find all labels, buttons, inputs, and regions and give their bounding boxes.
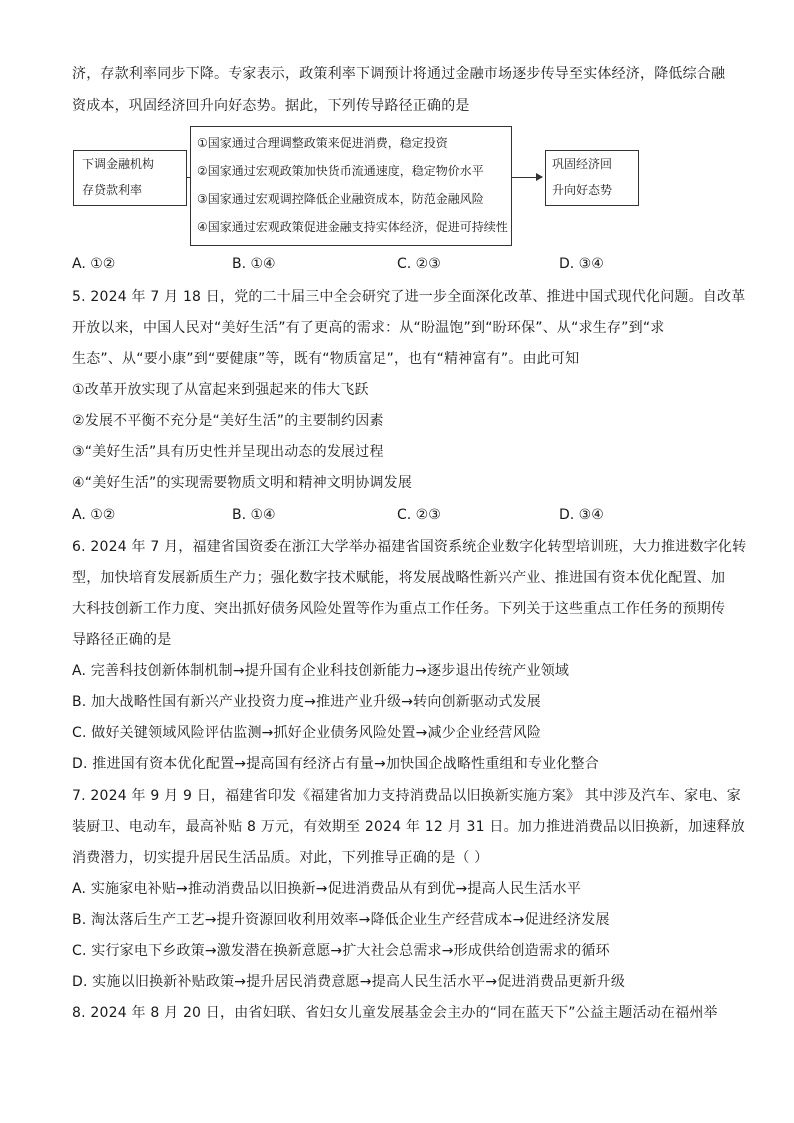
diagram-right-box [545, 150, 639, 206]
question-7-line: 消费潜力，切实提升居民生活品质。对此，下列推导正确的是（ ） [72, 850, 489, 866]
option-b: B. 淘汰落后生产工艺→提升资源回收利用效率→降低企业生产经营成本→促进经济发展 [72, 912, 610, 928]
option-c: C. 实行家电下乡政策→激发潜在换新意愿→扩大社会总需求→形成供给创造需求的循环 [72, 943, 610, 959]
option-b: B. ①④ [232, 507, 276, 523]
statement: ③“美好生活”具有历史性并呈现出动态的发展过程 [72, 444, 384, 460]
question-6-line: 型，加快培育发展新质生产力；强化数字技术赋能，将发展战略性新兴产业、推进国有资本优化配置、加 [72, 570, 726, 586]
question-5-line: 开放以来，中国人民对“美好生活”有了更高的需求：从“盼温饱”到“盼环保”、从“求生存”到“求 [72, 320, 665, 336]
diagram-middle-line: ②国家通过宏观政策加快货币流通速度，稳定物价水平 [197, 164, 484, 178]
diagram-left-line: 下调金融机构 [82, 157, 155, 171]
option-d: D. 推进国有资本优化配置→提高国有经济占有量→加快国企战略性重组和专业化整合 [72, 756, 599, 772]
paragraph-line: 资成本，巩固经济回升向好态势。据此，下列传导路径正确的是 [72, 98, 470, 114]
statement: ②发展不平衡不充分是“美好生活”的主要制约因素 [72, 413, 384, 429]
option-d: D. 实施以旧换新补贴政策→提升居民消费意愿→提高人民生活水平→促进消费品更新升级 [72, 974, 626, 990]
question-6-line: 6. 2024 年 7 月，福建省国资委在浙江大学举办福建省国资系统企业数字化转型培训班，大力推进数字化转 [72, 539, 747, 555]
option-c: C. 做好关键领域风险评估监测→抓好企业债务风险处置→减少企业经营风险 [72, 725, 542, 741]
option-a: A. 完善科技创新体制机制→提升国有企业科技创新能力→逐步退出传统产业领域 [72, 663, 570, 679]
option-d: D. ③④ [559, 507, 604, 523]
option-d: D. ③④ [559, 256, 604, 272]
question-7-line: 7. 2024 年 9 月 9 日，福建省印发《福建省加力支持消费品以旧换新实施方案》 其中涉及汽车、家电、家 [72, 788, 741, 804]
paragraph-line: 济，存款利率同步下降。专家表示，政策利率下调预计将通过金融市场逐步传导至实体经济，降低综合融 [72, 66, 726, 82]
option-c: C. ②③ [397, 507, 441, 523]
option-a: A. ①② [72, 507, 116, 523]
arrow-right-icon [512, 177, 542, 178]
diagram-middle-box [190, 126, 512, 246]
diagram-left-box [73, 150, 187, 206]
option-c: C. ②③ [397, 256, 441, 272]
diagram-left-line: 存贷款利率 [82, 183, 143, 197]
question-6-line: 导路径正确的是 [72, 632, 172, 648]
question-6-line: 大科技创新工作力度、突出抓好债务风险处置等作为重点工作任务。下列关于这些重点工作任务的预期传 [72, 601, 726, 617]
diagram-middle-line: ①国家通过合理调整政策来促进消费，稳定投资 [197, 136, 448, 150]
diagram-right-line: 巩固经济回 [552, 157, 613, 171]
diagram-middle-line: ③国家通过宏观调控降低企业融资成本，防范金融风险 [197, 192, 484, 206]
statement: ④“美好生活”的实现需要物质文明和精神文明协调发展 [72, 475, 413, 491]
question-5-line: 生态”、从“要小康”到“要健康”等，既有“物质富足”，也有“精神富有”。由此可知 [72, 351, 580, 367]
statement: ①改革开放实现了从富起来到强起来的伟大飞跃 [72, 382, 369, 398]
option-a: A. 实施家电补贴→推动消费品以旧换新→促进消费品从有到优→提高人民生活水平 [72, 881, 582, 897]
diagram-middle-line: ④国家通过宏观政策促进金融支持实体经济，促进可持续性 [197, 220, 508, 234]
diagram-right-line: 升向好态势 [552, 183, 613, 197]
question-8-line: 8. 2024 年 8 月 20 日，由省妇联、省妇女儿童发展基金会主办的“同在蓝天下”公益主题活动在福州举 [72, 1005, 718, 1021]
question-7-line: 装厨卫、电动车，最高补贴 8 万元，有效期至 2024 年 12 月 31 日。加力推进消费品以旧换新，加速释放 [72, 819, 745, 835]
option-b: B. ①④ [232, 256, 276, 272]
option-b: B. 加大战略性国有新兴产业投资力度→推进产业升级→转向创新驱动式发展 [72, 694, 541, 710]
question-5-line: 5. 2024 年 7 月 18 日，党的二十届三中全会研究了进一步全面深化改革、推进中国式现代化问题。自改革 [72, 289, 746, 305]
option-a: A. ①② [72, 256, 116, 272]
